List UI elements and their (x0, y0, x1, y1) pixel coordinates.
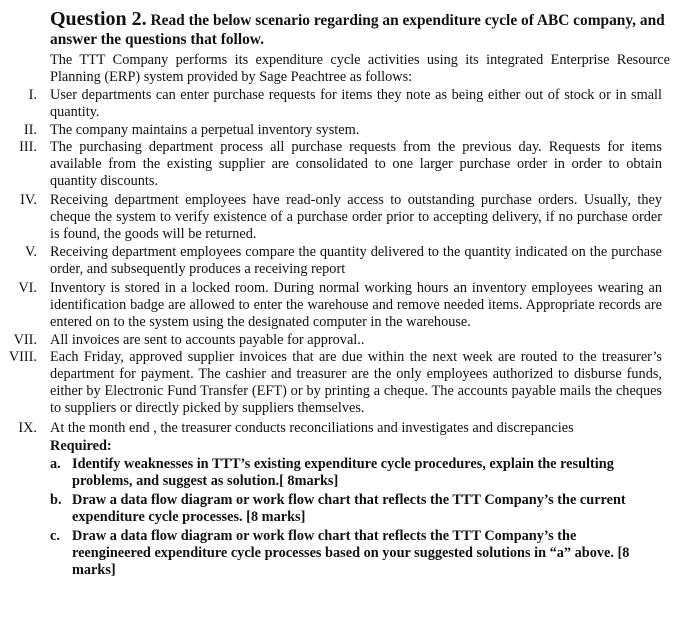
item-number: III. (19, 139, 37, 155)
item-number: VIII. (8, 349, 37, 365)
item-text: The purchasing department process all purchase requests from the previous day. Requests for items available from the existing supplier are consolidated to one larger purchase order in order to obtain quantity discounts. (50, 139, 662, 189)
task-text: Draw a data flow diagram or work flow chart that reflects the TTT Company’s the reengineered expenditure cycle processes based on your suggested solutions in “a” above. [8 marks] (72, 528, 630, 578)
item-number: IX. (18, 420, 37, 436)
task-text: Identify weaknesses in TTT’s existing expenditure cycle procedures, explain the resulting problems, and suggest as solution.[ 8marks] (72, 456, 614, 489)
question-heading (50, 10, 680, 49)
item-text: Inventory is stored in a locked room. During normal working hours an inventory employees wearing an identification badge are allowed to enter the warehouse and remove needed items. Appropriate records are entered on to the system using the designated computer in the warehouse. (50, 280, 662, 330)
item-text: The company maintains a perpetual inventory system. (50, 122, 360, 138)
item-number: VII. (13, 332, 37, 348)
item-text: Receiving department employees have read-only access to outstanding purchase orders. Usually, they cheque the system to verify existence of a purchase order prior to accepting delivery, if no purchase order is found, the goods will be returned. (50, 192, 662, 242)
task-label: b. (50, 492, 62, 508)
item-number: V. (24, 244, 37, 260)
item-number: I. (28, 87, 37, 103)
question-heading-text: Read the below scenario regarding an expenditure cycle of ABC company, and answer the questions that follow. (50, 12, 665, 48)
item-text: All invoices are sent to accounts payable for approval.. (50, 332, 365, 348)
item-text: User departments can enter purchase requests for items they note as being either out of stock or in small quantity. (50, 87, 662, 120)
item-text: Each Friday, approved supplier invoices that are due within the next week are routed to the treasurer’s department for payment. The cashier and treasurer are the only employees authorized to disburse funds, either by Electronic Fund Transfer (EFT) or by printing a cheque. The accounts payable mails the cheques to suppliers or directly picked by suppliers themselves. (50, 349, 662, 416)
item-text: At the month end , the treasurer conducts reconciliations and investigates and discrepancies (50, 420, 574, 436)
task-label: c. (50, 528, 60, 544)
item-number: VI. (18, 280, 37, 296)
task-text: Draw a data flow diagram or work flow chart that reflects the TTT Company’s the current expenditure cycle processes. [8 marks] (72, 492, 626, 525)
item-number: IV. (20, 192, 37, 208)
question-label: Question 2. (50, 8, 147, 30)
task-label: a. (50, 456, 61, 472)
item-number: II. (23, 122, 37, 138)
item-text: Receiving department employees compare the quantity delivered to the quantity indicated on the purchase order, and subsequently produces a receiving report (50, 244, 662, 277)
required-label: Required: (50, 438, 112, 454)
scenario-intro: The TTT Company performs its expenditure cycle activities using its integrated Enterprise Resource Planning (ERP) system provided by Sage Peachtree as follows: (50, 52, 670, 85)
